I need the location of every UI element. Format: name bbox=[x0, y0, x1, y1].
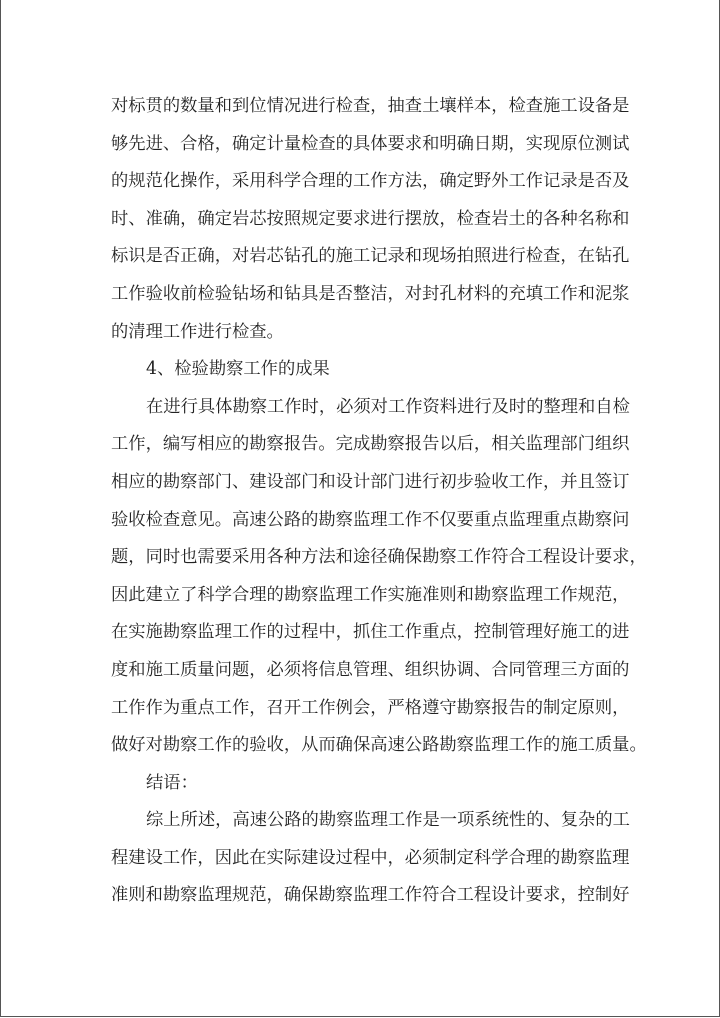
text-line: 够先进、合格，确定计量检查的具体要求和明确日期，实现原位测试 bbox=[111, 133, 630, 154]
text-line: 因此建立了科学合理的勘察监理工作实施准则和勘察监理工作规范， bbox=[111, 584, 630, 605]
text-line: 验收检查意见。高速公路的勘察监理工作不仅要重点监理重点勘察问 bbox=[111, 509, 630, 530]
text-line: 程建设工作，因此在实际建设过程中，必须制定科学合理的勘察监理 bbox=[111, 847, 630, 868]
text-line: 度和施工质量问题，必须将信息管理、组织协调、合同管理三方面的 bbox=[111, 659, 630, 680]
text-line: 的规范化操作，采用科学合理的工作方法，确定野外工作记录是否及 bbox=[111, 171, 630, 192]
text-line: 对标贯的数量和到位情况进行检查，抽查土壤样本，检查施工设备是 bbox=[111, 96, 630, 116]
text-line: 在进行具体勘察工作时，必须对工作资料进行及时的整理和自检 bbox=[146, 396, 630, 417]
text-line: 题，同时也需要采用各种方法和途径确保勘察工作符合工程设计要求， bbox=[111, 547, 647, 568]
document-body bbox=[111, 88, 647, 915]
text-line: 工作验收前检验钻场和钻具是否整洁，对封孔材料的充填工作和泥浆 bbox=[111, 283, 630, 304]
text-line: 时、准确，确定岩芯按照规定要求进行摆放，检查岩土的各种名称和 bbox=[111, 208, 630, 229]
text-line: 工作作为重点工作，召开工作例会，严格遵守勘察报告的制定原则， bbox=[111, 697, 630, 718]
text-line: 在实施勘察监理工作的过程中，抓住工作重点，控制管理好施工的进 bbox=[111, 622, 630, 643]
text-line: 做好对勘察工作的验收，从而确保高速公路勘察监理工作的施工质量。 bbox=[111, 735, 647, 756]
text-line: 综上所述，高速公路的勘察监理工作是一项系统性的、复杂的工 bbox=[146, 810, 630, 831]
text-line: 工作，编写相应的勘察报告。完成勘察报告以后，相关监理部门组织 bbox=[111, 434, 630, 455]
section-heading-4: 4、检验勘察工作的成果 bbox=[146, 359, 330, 380]
text-line: 标识是否正确，对岩芯钻孔的施工记录和现场拍照进行检查，在钻孔 bbox=[111, 246, 630, 267]
paragraph-2 bbox=[111, 389, 647, 765]
paragraph-3 bbox=[111, 802, 630, 915]
paragraph-1 bbox=[111, 88, 630, 351]
text-line: 准则和勘察监理规范，确保勘察监理工作符合工程设计要求，控制好 bbox=[111, 885, 630, 906]
conclusion-heading: 结语： bbox=[146, 772, 198, 793]
text-line: 的清理工作进行检查。 bbox=[111, 321, 284, 342]
text-line: 相应的勘察部门、建设部门和设计部门进行初步验收工作，并且签订 bbox=[111, 471, 630, 492]
